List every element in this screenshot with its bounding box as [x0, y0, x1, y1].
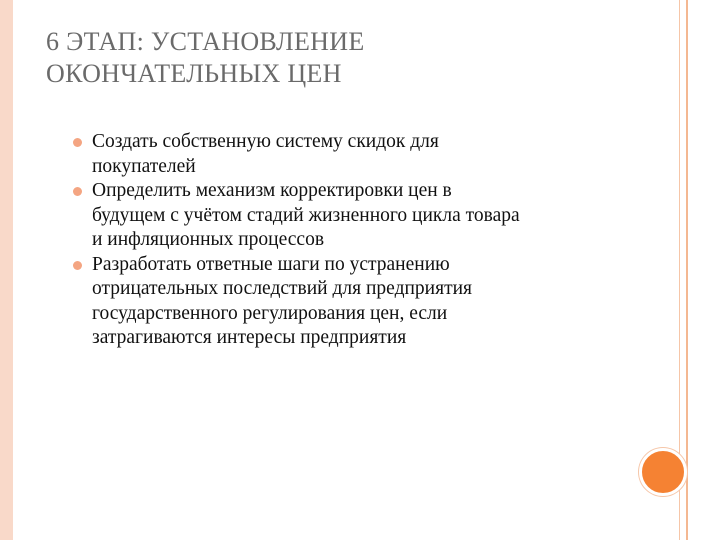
- right-border-outer-line: [686, 0, 688, 540]
- slide-title-line-1: 6 ЭТАП: УСТАНОВЛЕНИЕ: [46, 27, 365, 56]
- bullet-dot-icon: [73, 187, 82, 196]
- orange-circle-decoration: [639, 448, 687, 496]
- bullet-dot-icon: [73, 138, 82, 147]
- bullet-3-line-2: отрицательных последствий для предприятия: [92, 278, 473, 299]
- bullet-list: [71, 130, 631, 351]
- bullet-item-2: [71, 179, 631, 253]
- bullet-1-line-1: Создать собственную систему скидок для: [92, 131, 439, 152]
- bullet-2-line-3: и инфляционных процессов: [92, 229, 325, 250]
- bullet-item-1: [71, 130, 631, 179]
- slide-title-line-2: ОКОНЧАТЕЛЬНЫХ ЦЕН: [46, 59, 342, 88]
- bullet-2-line-2: будущем с учётом стадий жизненного цикла товара: [92, 204, 520, 226]
- bullet-2-line-1: Определить механизм корректировки цен в: [92, 180, 452, 201]
- left-decorative-band: [0, 0, 13, 540]
- bullet-3-line-1: Разработать ответные шаги по устранению: [92, 253, 450, 275]
- bullet-3-line-4: затрагиваются интересы предприятия: [92, 327, 407, 348]
- bullet-1-line-2: покупателей: [92, 155, 196, 177]
- slide-title: [46, 26, 646, 90]
- bullet-item-3: [71, 253, 631, 351]
- bullet-dot-icon: [73, 261, 82, 270]
- bullet-3-line-3: государственного регулирования цен, если: [92, 302, 448, 324]
